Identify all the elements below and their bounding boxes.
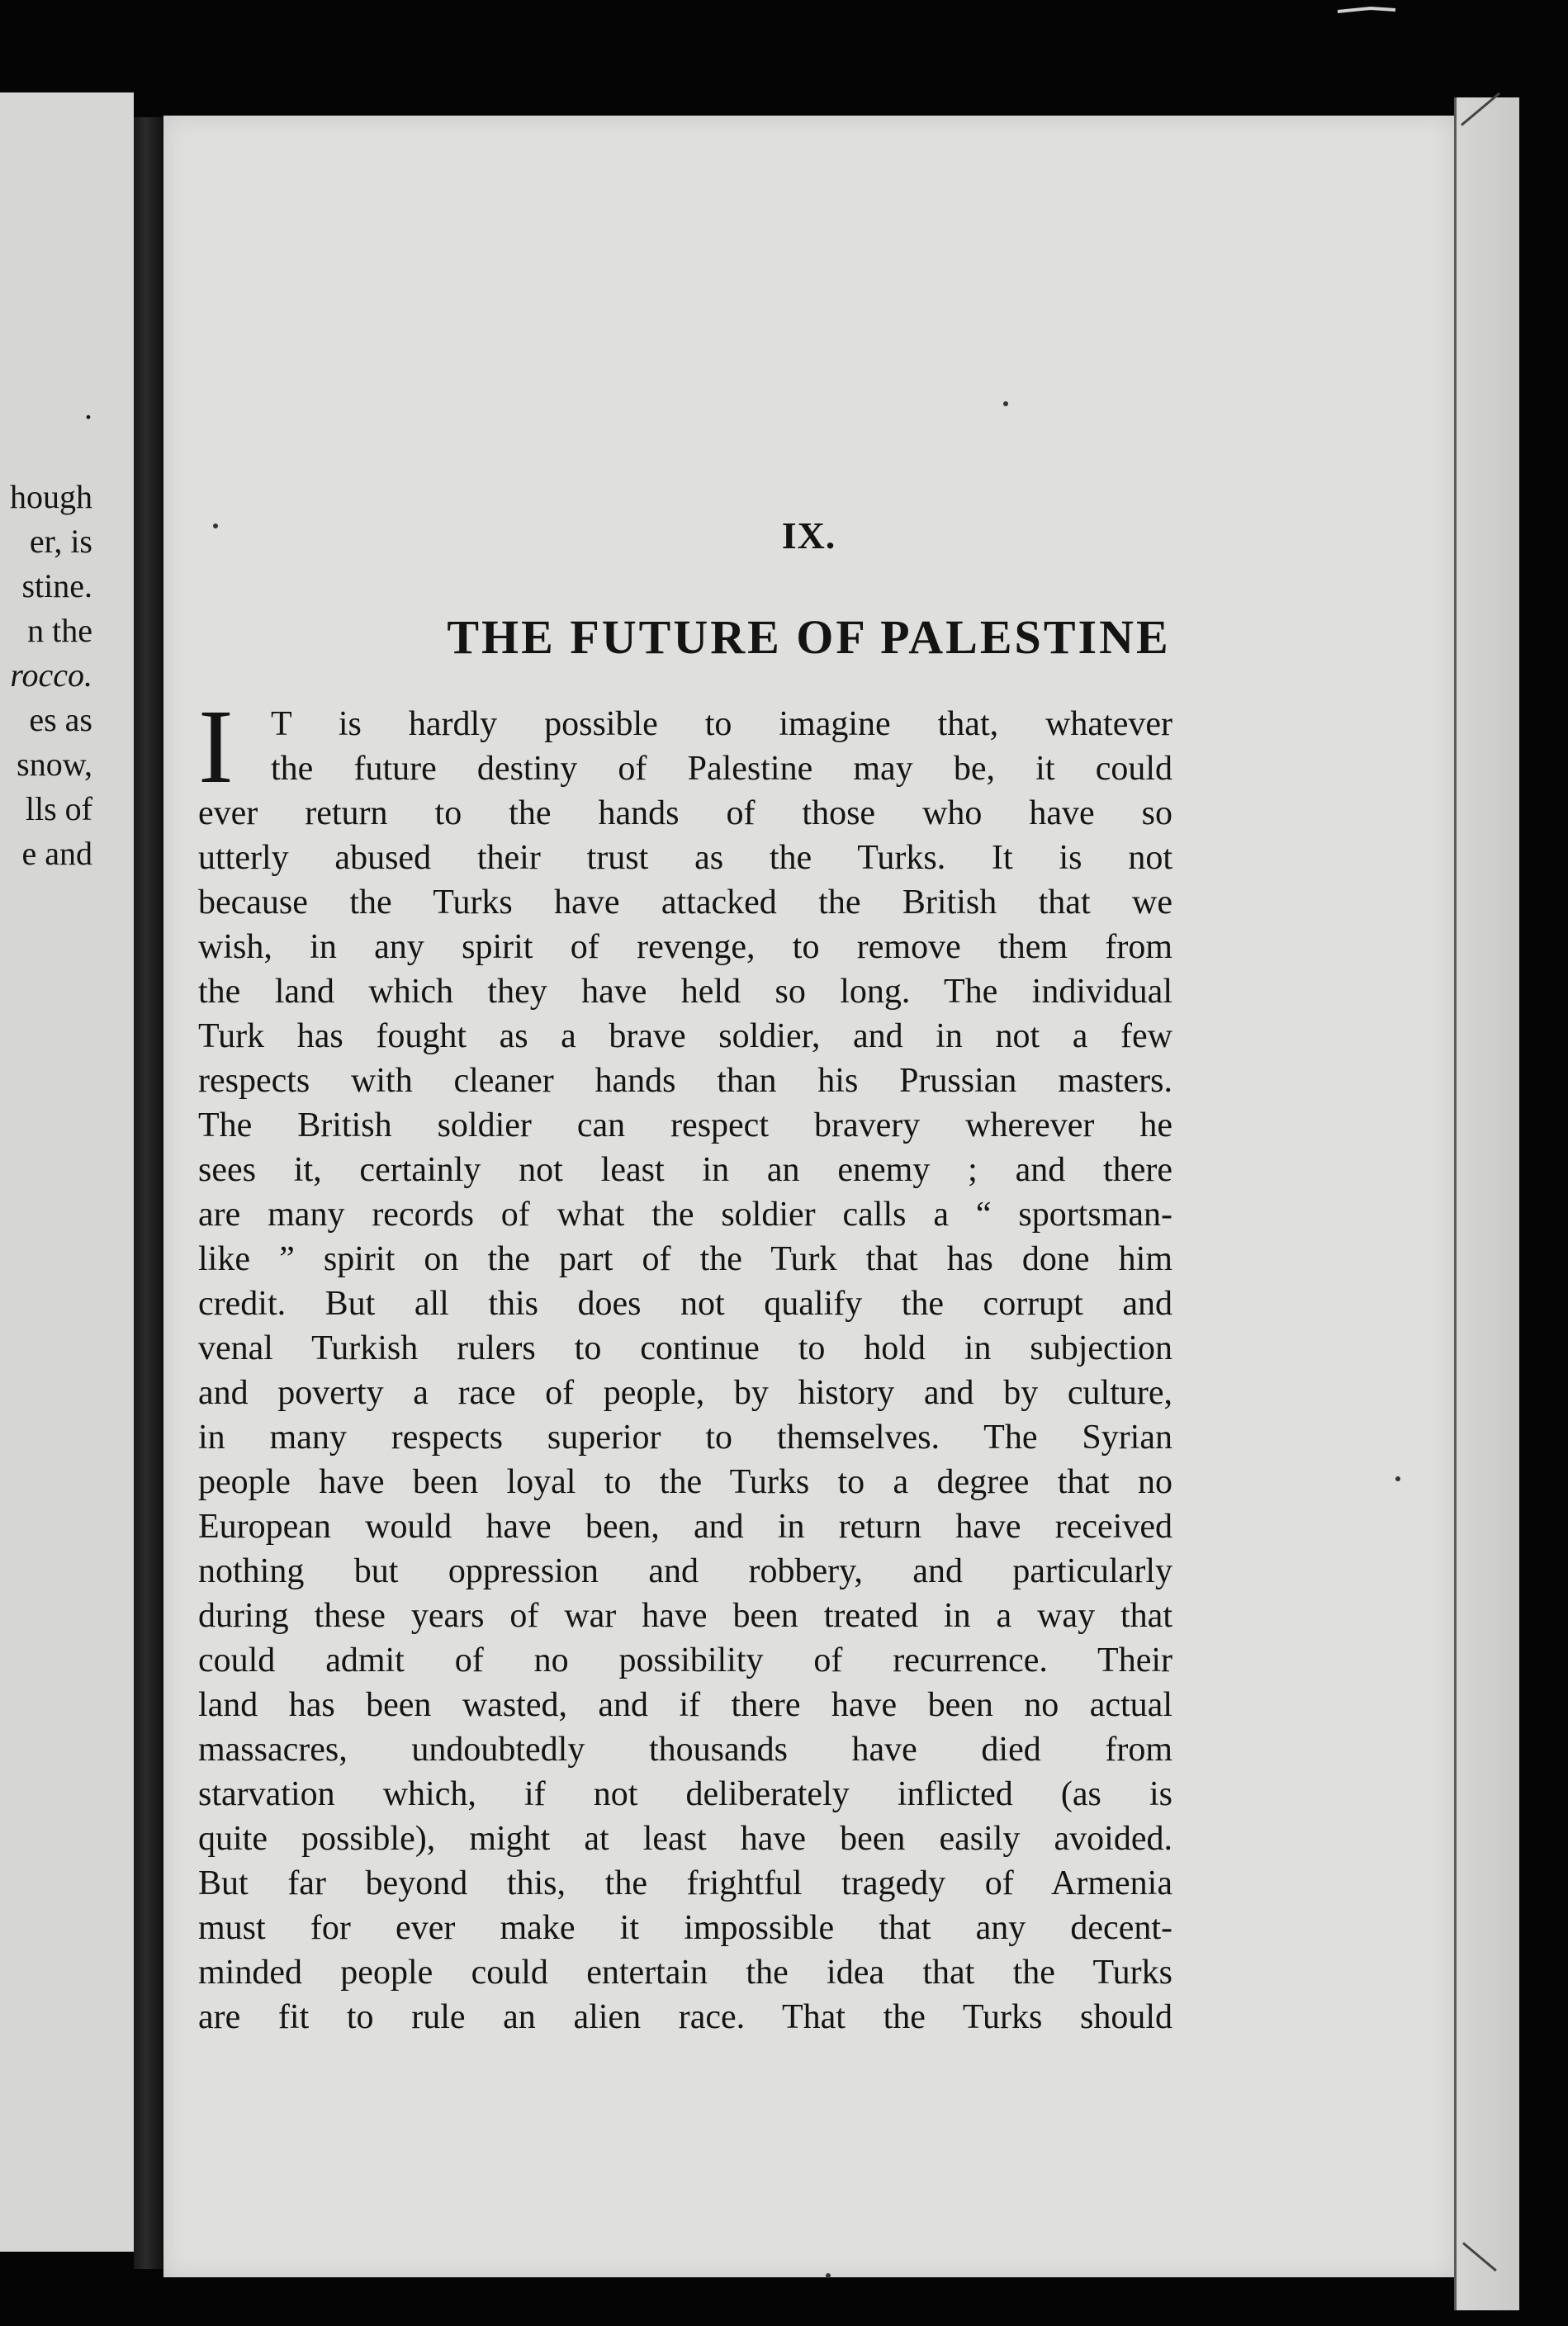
facing-page-text bbox=[10, 386, 92, 876]
text-line: minded people could entertain the idea that the Turks bbox=[198, 1954, 1172, 1992]
text-line: must for ever make it impossible that any decent- bbox=[198, 1909, 1172, 1947]
text-line: T is hardly possible to imagine that, whatever bbox=[271, 705, 1172, 743]
facing-line: stine. bbox=[21, 567, 92, 604]
body-text bbox=[198, 702, 1172, 2039]
text-line: during these years of war have been treated in a way that bbox=[198, 1597, 1172, 1635]
text-line: are fit to rule an alien race. That the Turks should bbox=[198, 1998, 1172, 2036]
facing-line: er, is bbox=[29, 523, 92, 560]
facing-line: rocco. bbox=[10, 656, 92, 694]
text-line: ever return to the hands of those who have so bbox=[198, 794, 1172, 832]
text-line: venal Turkish rulers to continue to hold in subjection bbox=[198, 1329, 1172, 1367]
text-line: quite possible), might at least have been easily avoided. bbox=[198, 1820, 1172, 1858]
chapter-number: IX. bbox=[781, 514, 836, 557]
paper-speck bbox=[1395, 1476, 1400, 1481]
text-line: like ” spirit on the part of the Turk that has done him bbox=[198, 1240, 1172, 1278]
text-line: credit. But all this does not qualify the corrupt and bbox=[198, 1285, 1172, 1323]
facing-line: e and bbox=[21, 835, 92, 872]
text-line: in many respects superior to themselves. The Syrian bbox=[198, 1419, 1172, 1457]
facing-page-fragment bbox=[0, 92, 134, 2252]
text-line: are many records of what the soldier calls a “ sportsman- bbox=[198, 1196, 1172, 1234]
text-line: European would have been, and in return have received bbox=[198, 1508, 1172, 1546]
text-line: nothing but oppression and robbery, and particularly bbox=[198, 1552, 1172, 1590]
text-line: But far beyond this, the frightful tragedy of Armenia bbox=[198, 1864, 1172, 1902]
text-line: respects with cleaner hands than his Prussian masters. bbox=[198, 1062, 1172, 1100]
paper-speck bbox=[826, 2273, 831, 2278]
scan-artifact bbox=[1321, 0, 1420, 21]
facing-line: hough bbox=[10, 478, 92, 515]
text-line: land has been wasted, and if there have been no actual bbox=[198, 1686, 1172, 1724]
page-edge bbox=[1454, 97, 1519, 2310]
text-line: sees it, certainly not least in an enemy ; and there bbox=[198, 1151, 1172, 1189]
text-line: the land which they have held so long. The individual bbox=[198, 973, 1172, 1011]
text-line: wish, in any spirit of revenge, to remove them from bbox=[198, 928, 1172, 966]
facing-line: es as bbox=[29, 701, 92, 738]
text-line: massacres, undoubtedly thousands have died from bbox=[198, 1731, 1172, 1769]
text-line: people have been loyal to the Turks to a degree that no bbox=[198, 1463, 1172, 1501]
text-line: the future destiny of Palestine may be, it could bbox=[271, 750, 1172, 788]
chapter-title: THE FUTURE OF PALESTINE bbox=[447, 610, 1171, 664]
text-line: Turk has fought as a brave soldier, and in not a few bbox=[198, 1017, 1172, 1055]
book-gutter bbox=[134, 117, 163, 2269]
text-line: because the Turks have attacked the British that we bbox=[198, 884, 1172, 921]
text-line: The British soldier can respect bravery wherever he bbox=[198, 1106, 1172, 1144]
facing-line: n the bbox=[27, 612, 92, 649]
text-line: utterly abused their trust as the Turks. It is not bbox=[198, 839, 1172, 877]
text-line: could admit of no possibility of recurrence. Their bbox=[198, 1641, 1172, 1679]
facing-line: . bbox=[84, 389, 92, 426]
drop-cap: I bbox=[198, 688, 234, 805]
facing-line: snow, bbox=[17, 746, 92, 783]
text-line: starvation which, if not deliberately inflicted (as is bbox=[198, 1775, 1172, 1813]
facing-line: lls of bbox=[25, 790, 92, 827]
paper-speck bbox=[1003, 401, 1008, 406]
text-line: and poverty a race of people, by history and by culture, bbox=[198, 1374, 1172, 1412]
